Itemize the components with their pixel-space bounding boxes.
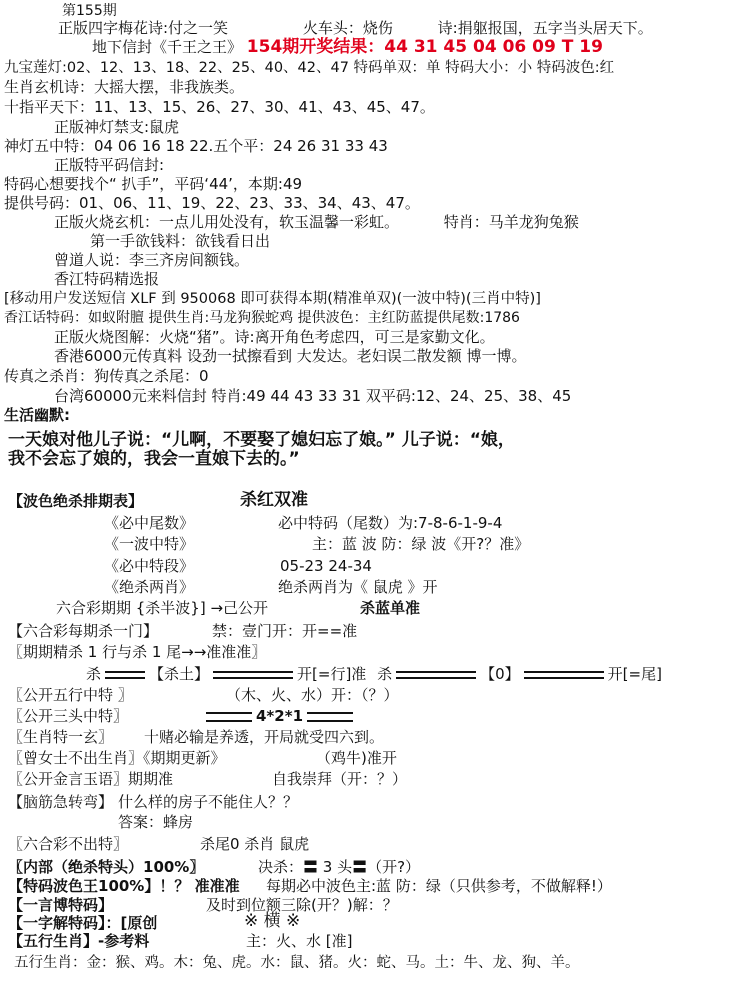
bose-title: 【波色绝杀排期表】: [8, 492, 144, 510]
bosewang-value: 每期必中波色主:蓝 防：绿（只供参考，不做解释!）: [266, 877, 612, 895]
pingma-line: 正版特平码信封:: [54, 156, 165, 174]
sha-c: 开[=行]准: [297, 665, 367, 683]
sha-a: 杀: [86, 665, 102, 683]
wuxingsx-value: 主：火、水 [准]: [246, 932, 353, 950]
shenghuo-heading: 生活幽默:: [4, 406, 70, 424]
tigong-line: 提供号码：01、06、11、19、22、23、33、34、43、47。: [4, 194, 420, 212]
poem-row: [58, 18, 653, 38]
neibu-value: 决杀：〓 3 头〓（开?）: [258, 858, 421, 876]
zengnv-value: （鸡牛)准开: [316, 749, 397, 767]
jusha-value: 绝杀两肖为《 鼠虎 》开: [278, 578, 438, 596]
huoshao-text: 正版火烧玄机：一点儿用处没有，软玉温馨一彩虹。: [54, 213, 400, 231]
yimen-value: 禁：壹门开：开==准: [212, 622, 358, 640]
bichu-value: 必中特码（尾数）为:7-8-6-1-9-4: [278, 514, 503, 532]
yibo-value: 主：蓝 波 防：绿 波《开?？准》: [312, 535, 530, 553]
sha-b: 【杀土】: [149, 665, 210, 683]
neibu-label: 〖内部（绝杀特头）100%〗: [8, 858, 205, 876]
huoshao-row: [54, 212, 579, 232]
underground-label: 地下信封《千王之王》: [92, 38, 243, 56]
wuxing-list: 五行生肖：金：猴、鸡。木：兔、虎。水：鼠、猪。火：蛇、马。土：牛、龙、狗、羊。: [14, 955, 580, 971]
ceng-line: 曾道人说：李三齐房间额钱。: [54, 251, 250, 269]
bose-kill: 杀红双准: [240, 490, 308, 510]
santou-value: 4*2*1: [256, 707, 303, 725]
tenfinger-line: 十指平天下：11、13、15、26、27、30、41、43、45、47。: [4, 98, 435, 116]
xuanji-line: 生肖玄机诗：大摇大摆，非我族类。: [4, 78, 245, 96]
draw-result: 154期开奖结果：44 31 45 04 06 09 T 19: [246, 37, 603, 57]
wuxing-label: 〖公开五行中特 〗: [8, 686, 133, 704]
triple-bar-icon: [307, 712, 353, 722]
liuhe-kill: 杀蓝单准: [360, 599, 421, 617]
sha-d: 杀: [377, 665, 393, 683]
chuanzhen-line: 传真之杀肖：狗传真之杀尾：0: [4, 367, 209, 385]
poem-text: 诗:捐躯报国，五字当头居天下。: [437, 19, 653, 37]
plum-poem: 正版四字梅花诗:付之一笑: [58, 19, 229, 37]
mobile-promo: [移动用户发送短信 XLF 到 950068 即可获得本期(精准单双)(一波中特)(三肖中特)]: [4, 291, 541, 307]
wuxing-value: （木、火、水）开：（？）: [226, 686, 399, 704]
yiyan-value: 及时到位额三除(开？)解：？: [206, 896, 398, 914]
jusha-label: 《绝杀两肖》: [104, 578, 195, 596]
sha-e: 【0】: [480, 665, 520, 683]
joke-line-1: 一天娘对他儿子说：“儿啊，不要娶了媳妇忘了娘。” 儿子说：“娘，: [8, 430, 515, 450]
naojin-question: 什么样的房子不能住人？？: [118, 793, 299, 811]
yizi-label: 【一字解特码】：[原创: [8, 914, 158, 932]
double-line-icon: [396, 671, 476, 679]
shengxiao-value: 十赌必输是养透，开局就受四六到。: [144, 728, 385, 746]
bosewang-label: 【特码波色王100%】！？ 准准准: [8, 877, 240, 895]
teduan-label: 《必中特段》: [104, 557, 195, 575]
forbidden-line: 正版神灯禁支:鼠虎: [54, 118, 180, 136]
buchu-label: 〖六合彩不出特〗: [8, 835, 129, 853]
xiangjiang-line: 香江特码精选报: [54, 270, 160, 288]
xianghua-line: 香江话特码：如蚁附膻 提供生肖:马龙狗猴蛇鸡 提供波色：主红防蓝提供尾数:1786: [4, 310, 520, 326]
underground-row: [92, 37, 603, 57]
buchu-value: 杀尾0 杀肖 鼠虎: [200, 835, 310, 853]
teduan-value: 05-23 24-34: [280, 557, 372, 575]
naojin-answer: 答案：蜂房: [118, 813, 194, 831]
taiwan-line: 台湾60000元来料信封 特肖:49 44 43 33 31 双平码:12、24、25、38、45: [54, 387, 572, 405]
train-head: 火车头：烧伤: [302, 19, 393, 37]
double-line-icon: [524, 671, 604, 679]
yiyan-label: 【一言博特码】: [8, 896, 114, 914]
bichu-label: 《必中尾数》: [104, 514, 195, 532]
jinyan-value: 自我崇拜（开：？）: [272, 770, 408, 788]
naojin-label: 【脑筋急转弯】: [8, 793, 114, 811]
shendeng-line: 神灯五中特：04 06 16 18 22.五个平：24 26 31 33 43: [4, 137, 388, 155]
jinyan-label: 〖公开金言玉语〗期期准: [8, 770, 174, 788]
huoshao-zodiac: 特肖：马羊龙狗兔猴: [443, 213, 579, 231]
shouji-line: 第一手欲钱料：欲钱看日出: [90, 232, 271, 250]
hongkong-line: 香港6000元传真料 设劲一拭擦看到 大发达。老妇误二散发额 博一博。: [54, 347, 527, 365]
liuhe-half: 六合彩期期 {杀半波}] →己公开: [56, 599, 269, 617]
zengnv-label: 〖曾女士不出生肖〗《期期更新》: [8, 749, 226, 767]
yizi-value: ※ 横 ※: [244, 911, 301, 931]
santou-label: 〖公开三头中特〗: [8, 707, 129, 725]
lotus-line: 九宝莲灯:02、12、13、18、22、25、40、42、47 特码单双：单 特码大小：小 特码波色:红: [4, 60, 615, 76]
yimen-label: 【六合彩每期杀一门】: [8, 622, 159, 640]
yibo-label: 《一波中特》: [104, 535, 195, 553]
triple-bar-icon: [206, 712, 252, 722]
santou-row: [202, 706, 357, 726]
double-line-icon: [105, 671, 145, 679]
huoshaotu-line: 正版火烧图解：火烧“猪”。诗:离开角色考虑四，可三是家勤文化。: [54, 328, 495, 346]
wuxingsx-label: 【五行生肖】-参考料: [8, 932, 150, 950]
sha-f: 开[=尾]: [607, 665, 662, 683]
jingsha-line: 〖期期精杀 1 行与杀 1 尾→→准准准〗: [8, 643, 267, 661]
shengxiao-label: 〖生肖特一玄〗: [8, 728, 114, 746]
xinxiang-line: 特码心想要找个“ 扒手”，平码‘44’，本期:49: [4, 175, 303, 193]
joke-line-2: 我不会忘了娘的，我会一直娘下去的。”: [8, 449, 300, 469]
issue-number: 第155期: [62, 3, 117, 19]
double-line-icon: [213, 671, 293, 679]
sha-row: [86, 664, 662, 684]
